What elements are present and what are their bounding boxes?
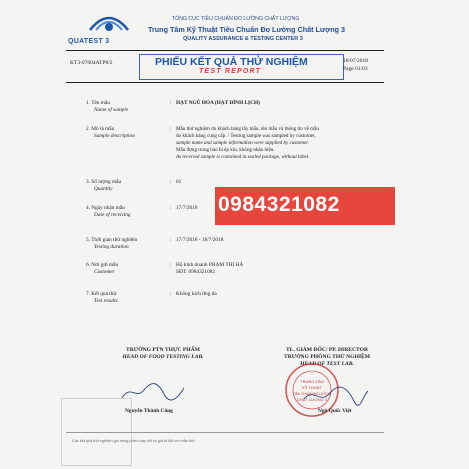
field-label-customer xyxy=(86,262,118,276)
description-line: Mẫu thử nghiệm do khách hàng lấy mẫu, tên mẫu và thông tin về mẫu xyxy=(176,126,319,132)
signer-right-name: Ngô Quốc Việt xyxy=(318,408,352,414)
field-label-en: Customer xyxy=(94,269,115,275)
field-label-vi: 4. Ngày nhận mẫu xyxy=(86,205,125,211)
description-line: As received sample is contained in sealed package, without label. xyxy=(176,154,310,160)
description-line: do khách hàng cung cấp. / Testing sample was sampled by customer, xyxy=(176,133,316,139)
field-label-vi: 1. Tên mẫu xyxy=(86,100,110,106)
title-divider xyxy=(66,82,384,83)
colon: : xyxy=(170,100,172,106)
field-label-test-results xyxy=(86,291,118,305)
report-title: PHIẾU KẾT QUẢ THỬ NGHIỆM xyxy=(155,56,308,68)
signature-left-title: TRƯỞNG PTN THỰC PHẨM xyxy=(126,347,200,353)
stamp-text-line: KỸ THUẬT xyxy=(302,385,322,390)
field-label-name xyxy=(86,100,128,114)
colon: : xyxy=(170,179,172,185)
field-label-description xyxy=(86,126,135,140)
field-label-vi: 5. Thời gian thử nghiệm xyxy=(86,237,138,243)
field-value-date-receiving: 17/7/2018 xyxy=(176,205,198,211)
header-line-1: TỔNG CỤC TIÊU CHUẨN ĐO LƯỜNG CHẤT LƯỢNG xyxy=(172,16,300,22)
report-code: KT3-07604ATP8/2 xyxy=(70,60,113,66)
signature-left-heading xyxy=(103,347,223,361)
phone-overlay-number: 0984321082 xyxy=(218,193,340,216)
field-value-name: HẠT NGŨ HOA (HẠT ĐÌNH LỊCH) xyxy=(176,100,260,106)
customer-phone: SĐT: 0984321082 xyxy=(176,269,216,275)
field-value-testing-duration: 17/7/2018 - 18/7/2018 xyxy=(176,237,224,243)
report-subtitle: TEST REPORT xyxy=(199,68,262,75)
signature-left-title-en: HEAD OF FOOD TESTING LAB. xyxy=(122,354,204,360)
report-date: 18/07/2018 xyxy=(343,58,369,64)
field-label-quantity xyxy=(86,179,121,193)
brand-name: QUATEST 3 xyxy=(68,38,110,45)
signature-right-title: TL. GIÁM ĐỐC/ PP. DIRECTOR xyxy=(285,347,369,353)
field-label-en: Quantity xyxy=(94,186,113,192)
signature-right-title-en: HEAD OF TEST LAB. xyxy=(300,361,354,367)
stamp-text-line: TIÊU CHUẨN ĐO LƯỜNG xyxy=(292,392,332,396)
description-line: Mẫu đựng trong bao bì ép kín, không nhãn hiệu. xyxy=(176,147,275,153)
stamp-text-line: TRUNG TÂM xyxy=(300,379,324,384)
footer-divider xyxy=(66,432,384,433)
field-label-en: Testing duration xyxy=(94,244,129,250)
signer-left-name: Nguyễn Thành Công xyxy=(125,408,173,414)
colon: : xyxy=(170,205,172,211)
header-line-3: QUALITY ASSURANCE & TESTING CENTER 3 xyxy=(183,36,303,42)
colon: : xyxy=(170,126,172,132)
field-value-customer xyxy=(176,262,243,276)
field-label-en: Sample description xyxy=(94,133,135,139)
report-page: Page 01/03 xyxy=(343,66,368,72)
field-value-description xyxy=(176,126,391,161)
field-label-en: Date of receiving xyxy=(94,212,131,218)
colon: : xyxy=(170,262,172,268)
header-line-2: Trung Tâm Kỹ Thuật Tiêu Chuẩn Đo Lường Chất Lượng 3 xyxy=(148,25,345,34)
field-label-testing-duration xyxy=(86,237,137,251)
signature-right-title-2: TRƯỞNG PHÒNG THỬ NGHIỆM xyxy=(283,354,371,360)
field-label-vi: 7. Kết quả thử xyxy=(86,291,117,297)
field-label-vi: 6. Nơi gửi mẫu xyxy=(86,262,119,268)
quatest-logo-icon xyxy=(86,10,132,34)
field-value-quantity: 01 xyxy=(176,179,182,185)
footer-note: Các kết quả thử nghiệm ghi trong phiếu này chỉ có giá trị đối với mẫu thử xyxy=(72,439,195,443)
header-divider xyxy=(66,50,384,51)
report-date-block xyxy=(343,57,368,73)
stamp-text-line: CHẤT LƯỢNG 3 xyxy=(296,397,328,402)
field-value-test-results: Không kích ứng da xyxy=(176,291,217,297)
field-label-date-receiving xyxy=(86,205,131,219)
colon: : xyxy=(170,237,172,243)
field-label-en: Name of sample xyxy=(94,107,129,113)
field-label-vi: 2. Mô tả mẫu xyxy=(86,126,115,132)
field-label-vi: 3. Số lượng mẫu xyxy=(86,179,122,185)
right-signature-icon xyxy=(300,385,370,407)
field-label-en: Test results xyxy=(94,298,118,304)
colon: : xyxy=(170,291,172,297)
description-line: sample name and sample information were supplied by customer. xyxy=(176,140,309,146)
customer-name: Hộ kinh doanh PHẠM THỊ HÀ xyxy=(176,262,244,268)
